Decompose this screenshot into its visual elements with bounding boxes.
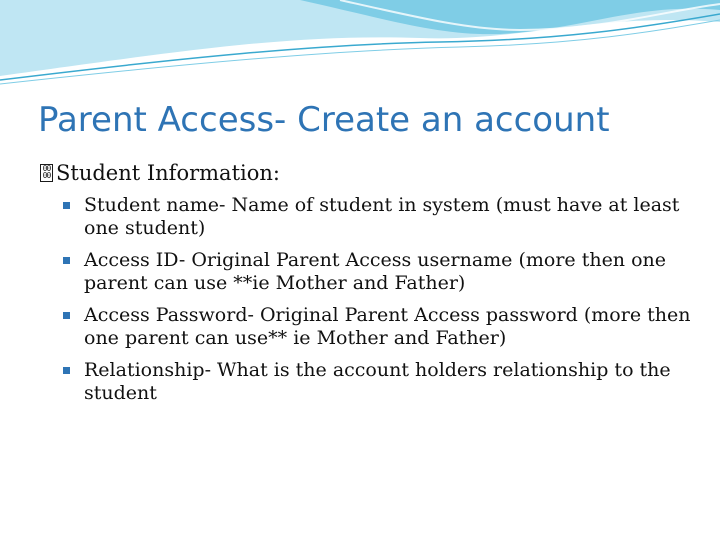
bullet-list bbox=[40, 194, 700, 405]
bullet-text: Relationship- What is the account holders relationship to the student bbox=[84, 359, 671, 404]
square-bullet-icon bbox=[63, 257, 70, 264]
square-bullet-icon bbox=[63, 367, 70, 374]
bullet-item-relationship bbox=[63, 359, 700, 405]
heading-text: Student Information: bbox=[56, 161, 280, 185]
bullet-item-access-password bbox=[63, 304, 700, 350]
square-bullet-icon bbox=[63, 202, 70, 209]
bullet-text: Access Password- Original Parent Access password (more then one parent can use** ie Mother and Father) bbox=[84, 304, 691, 349]
bullet-item-access-id bbox=[63, 249, 700, 295]
square-bullet-icon bbox=[63, 312, 70, 319]
missing-glyph-icon: 00 00 bbox=[40, 164, 53, 182]
bullet-text: Access ID- Original Parent Access username (more then one parent can use **ie Mother and Father) bbox=[84, 249, 667, 294]
slide-title: Parent Access- Create an account bbox=[38, 100, 610, 140]
bullet-item-student-name bbox=[63, 194, 700, 240]
student-information-heading bbox=[40, 158, 700, 188]
header-wave-decoration bbox=[0, 0, 720, 90]
slide-body bbox=[40, 158, 700, 414]
bullet-text: Student name- Name of student in system (must have at least one student) bbox=[84, 194, 680, 239]
